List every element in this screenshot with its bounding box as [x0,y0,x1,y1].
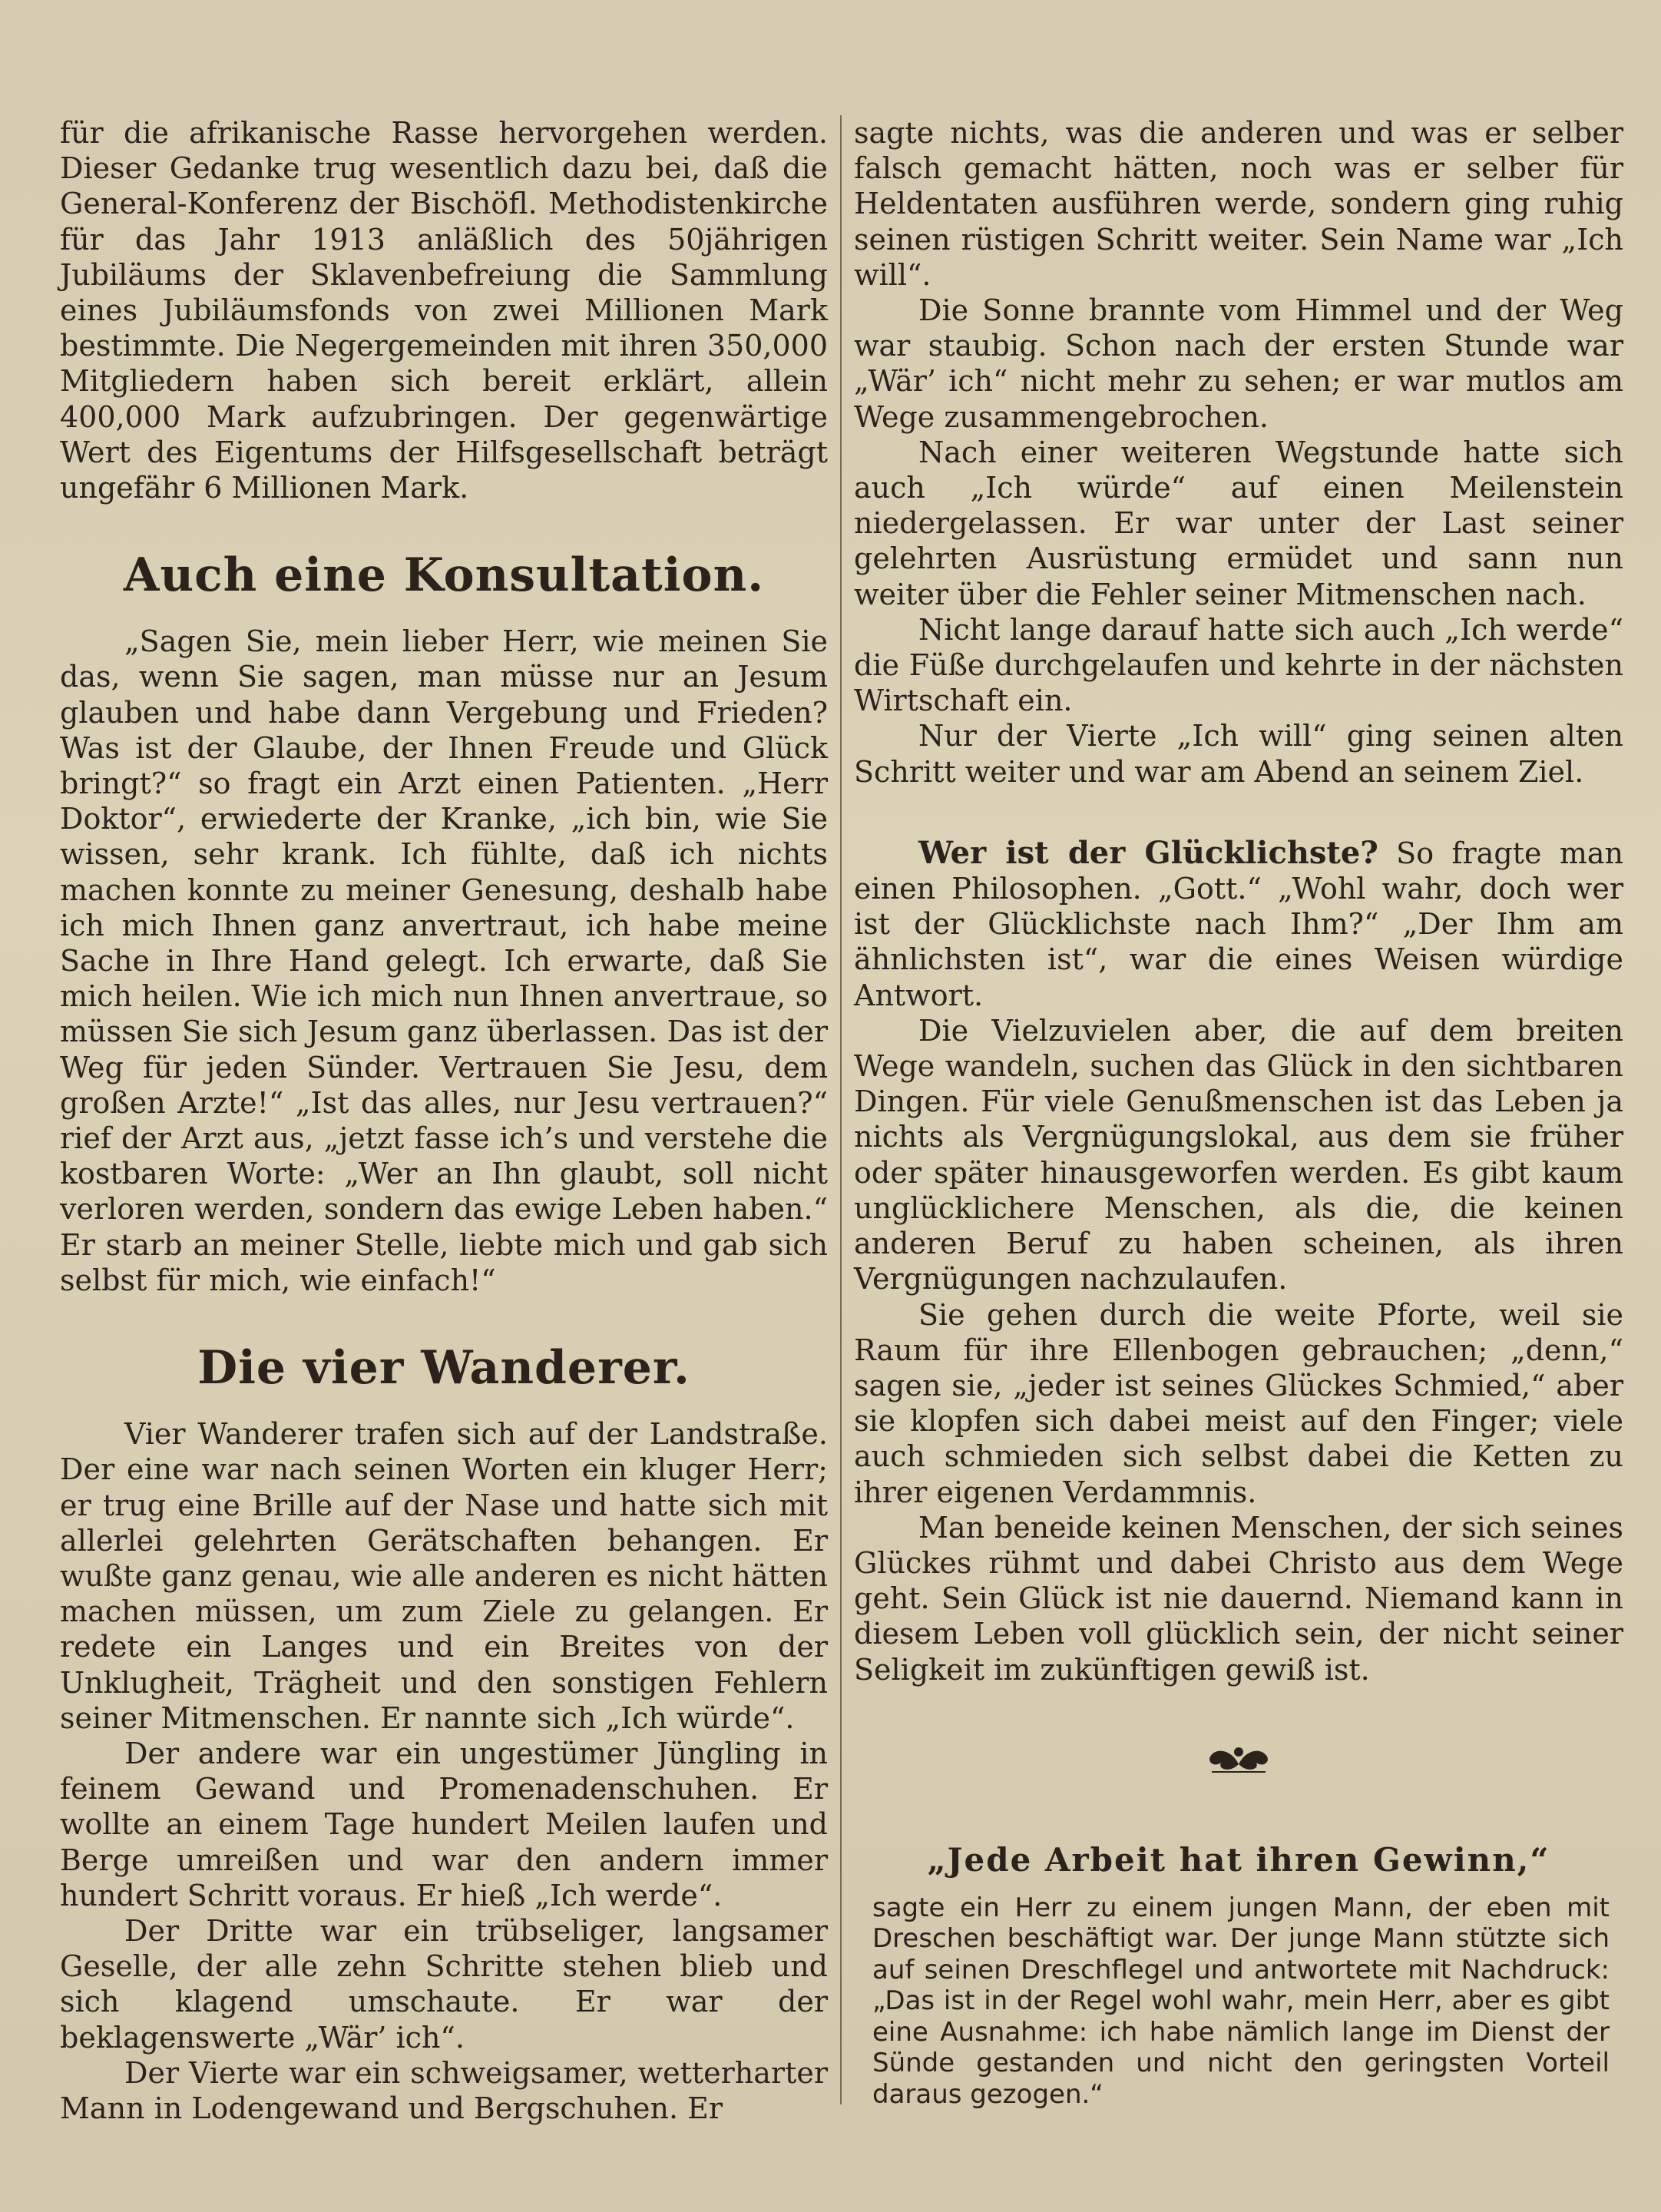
wanderer-paragraph: Der Dritte war ein trübseliger, langsamer Geselle, der alle zehn Schritte stehen blieb und sich klagend umschaute. Er war der beklagenswerte „Wär’ ich“. [60,1913,828,2055]
section-title-arbeit: „Jede Arbeit hat ihren Gewinn,“ [927,1840,1550,1879]
gluecklichste-paragraph: Man beneide keinen Menschen, der sich seines Glückes rühmt und dabei Christo aus dem Wege geht. Sein Glück ist nie dauernd. Niemand kann in diesem Leben voll glücklich sein, der nicht seiner Seligkeit im zukünftigen gewiß ist. [854,1510,1623,1687]
wanderer-continuation-paragraph: sagte nichts, was die anderen und was er selber falsch gemacht hätten, noch was er selber für Heldentaten ausführen werde, sondern ging ruhig seinen rüstigen Schritt weiter. Sein Name war „Ich will“. [854,116,1623,292]
wanderer-paragraph: Vier Wanderer trafen sich auf der Landstraße. Der eine war nach seinen Worten ein kluger Herr; er trug eine Brille auf der Nase und hatte sich mit allerlei gelehrten Gerätschaften behangen. Er wußte ganz genau, wie alle anderen es nicht hätten machen müssen, um zum Ziele zu gelangen. Er redete ein Langes und ein Breites von der Unklugheit, Trägheit und den sonstigen Fehlern seiner Mitmenschen. Er nannte sich „Ich würde“. [60,1417,828,1735]
wanderer-paragraph: Der Vierte war ein schweigsamer, wetterharter Mann in Lodengewand und Bergschuhen. Er [60,2055,828,2125]
fleuron-icon-graphic [1204,1741,1273,1777]
konsultation-paragraph: „Sagen Sie, mein lieber Herr, wie meinen Sie das, wenn Sie sagen, man müsse nur an Jesum glauben und habe dann Vergebung und Frieden? Was ist der Glaube, der Ihnen Freude und Glück bringt?“ so fragt ein Arzt einen Patienten. „Herr Doktor“, erwiederte der Kranke, „ich bin, wie Sie wissen, sehr krank. Ich fühlte, daß ich nichts machen konnte zu meiner Genesung, deshalb habe ich mich Ihnen ganz anvertraut, ich habe meine Sache in Ihre Hand gelegt. Ich erwarte, daß Sie mich heilen. Wie ich mich nun Ihnen anvertraue, so müssen Sie sich Jesum ganz überlassen. Das ist der Weg für jeden Sünder. Vertrauen Sie Jesu, dem großen Arzte!“ „Ist das alles, nur Jesu vertrauen?“ rief der Arzt aus, „jetzt fasse ich’s und verstehe die kostbaren Worte: „Wer an Ihn glaubt, soll nicht verloren werden, sondern das ewige Leben haben.“ Er starb an meiner Stelle, liebte mich und gab sich selbst für mich, wie einfach!“ [60,624,828,1297]
gluecklichste-lead-paragraph [854,836,1623,1013]
gluecklichste-paragraph: Die Vielzuvielen aber, die auf dem breiten Wege wandeln, suchen das Glück in den sichtbaren Dingen. Für viele Genußmenschen ist das Leben ja nichts als Vergnügungslokal, aus dem sie früher oder später hinausgeworfen werden. Es gibt kaum unglücklichere Menschen, als die, die keinen anderen Beruf zu haben scheinen, als ihren Vergnügungen nachzulaufen. [854,1013,1623,1296]
gluecklichste-lead-text: So fragte man einen Philosophen. „Gott.“ „Wohl wahr, doch wer ist der Glücklichste nach Ihm?“ „Der Ihm am ähnlichsten ist“, war die eines Weisen würdige Antwort. [854,836,1623,1012]
right-column [854,115,1623,2110]
gluecklichste-paragraph: Sie gehen durch die weite Pforte, weil sie Raum für ihre Ellenbogen gebrauchen; „denn,“ sagen sie, „jeder ist seines Glückes Schmied,“ aber sie klopfen sich dabei meist auf den Finger; viele auch schmieden sich selbst dabei die Ketten zu ihrer eigenen Verdammnis. [854,1297,1623,1509]
arbeit-paragraph: sagte ein Herr zu einem jungen Mann, der eben mit Dreschen beschäftigt war. Der junge Mann stützte sich auf seinen Dreschflegel und antwortete mit Nachdruck: „Das ist in der Regel wohl wahr, mein Herr, aber es gibt eine Ausnahme: ich habe nämlich lange im Dienst der Sünde gestanden und nicht den geringsten Vorteil daraus gezogen.“ [872,1892,1610,2110]
wanderer-paragraph: Der andere war ein ungestümer Jüngling in feinem Gewand und Promenadenschuhen. Er wollte an einem Tage hundert Meilen laufen und Berge umreißen und war den andern immer hundert Schritt voraus. Er hieß „Ich werde“. [60,1736,828,1912]
section-title-wanderer: Die vier Wanderer. [197,1341,690,1396]
wanderer-continuation-paragraph: Nicht lange darauf hatte sich auch „Ich werde“ die Füße durchgelaufen und kehrte in der nächsten Wirtschaft ein. [854,612,1623,718]
wanderer-continuation-paragraph: Nur der Vierte „Ich will“ ging seinen alten Schritt weiter und war am Abend an seinem Ziel. [854,719,1623,789]
intro-paragraph: für die afrikanische Rasse hervorgehen werden. Dieser Gedanke trug wesentlich dazu bei, daß die General-Konferenz der Bischöfl. Methodistenkirche für das Jahr 1913 anläßlich des 50jährigen Jubiläums der Sklavenbefreiung die Sammlung eines Jubiläumsfonds von zwei Millionen Mark bestimmte. Die Negergemeinden mit ihren 350,000 Mitgliedern haben sich bereit erklärt, allein 400,000 Mark aufzubringen. Der gegenwärtige Wert des Eigentums der Hilfsgesellschaft beträgt ungefähr 6 Millionen Mark. [60,116,828,505]
wanderer-continuation-paragraph: Die Sonne brannte vom Himmel und der Weg war staubig. Schon nach der ersten Stunde war „Wär’ ich“ nicht mehr zu sehen; er war mutlos am Wege zusammengebrochen. [854,293,1623,434]
section-title-konsultation: Auch eine Konsultation. [123,548,765,603]
wanderer-continuation-paragraph: Nach einer weiteren Wegstunde hatte sich auch „Ich würde“ auf einen Meilenstein niedergelassen. Er war unter der Last seiner gelehrten Ausrüstung ermüdet und sann nun weiter über die Fehler seiner Mitmenschen nach. [854,435,1623,611]
left-column [60,115,828,2126]
section-title-gluecklichste: Wer ist der Glücklichste? [918,834,1378,871]
column-divider [840,115,842,2104]
fleuron-icon [854,1741,1623,1780]
